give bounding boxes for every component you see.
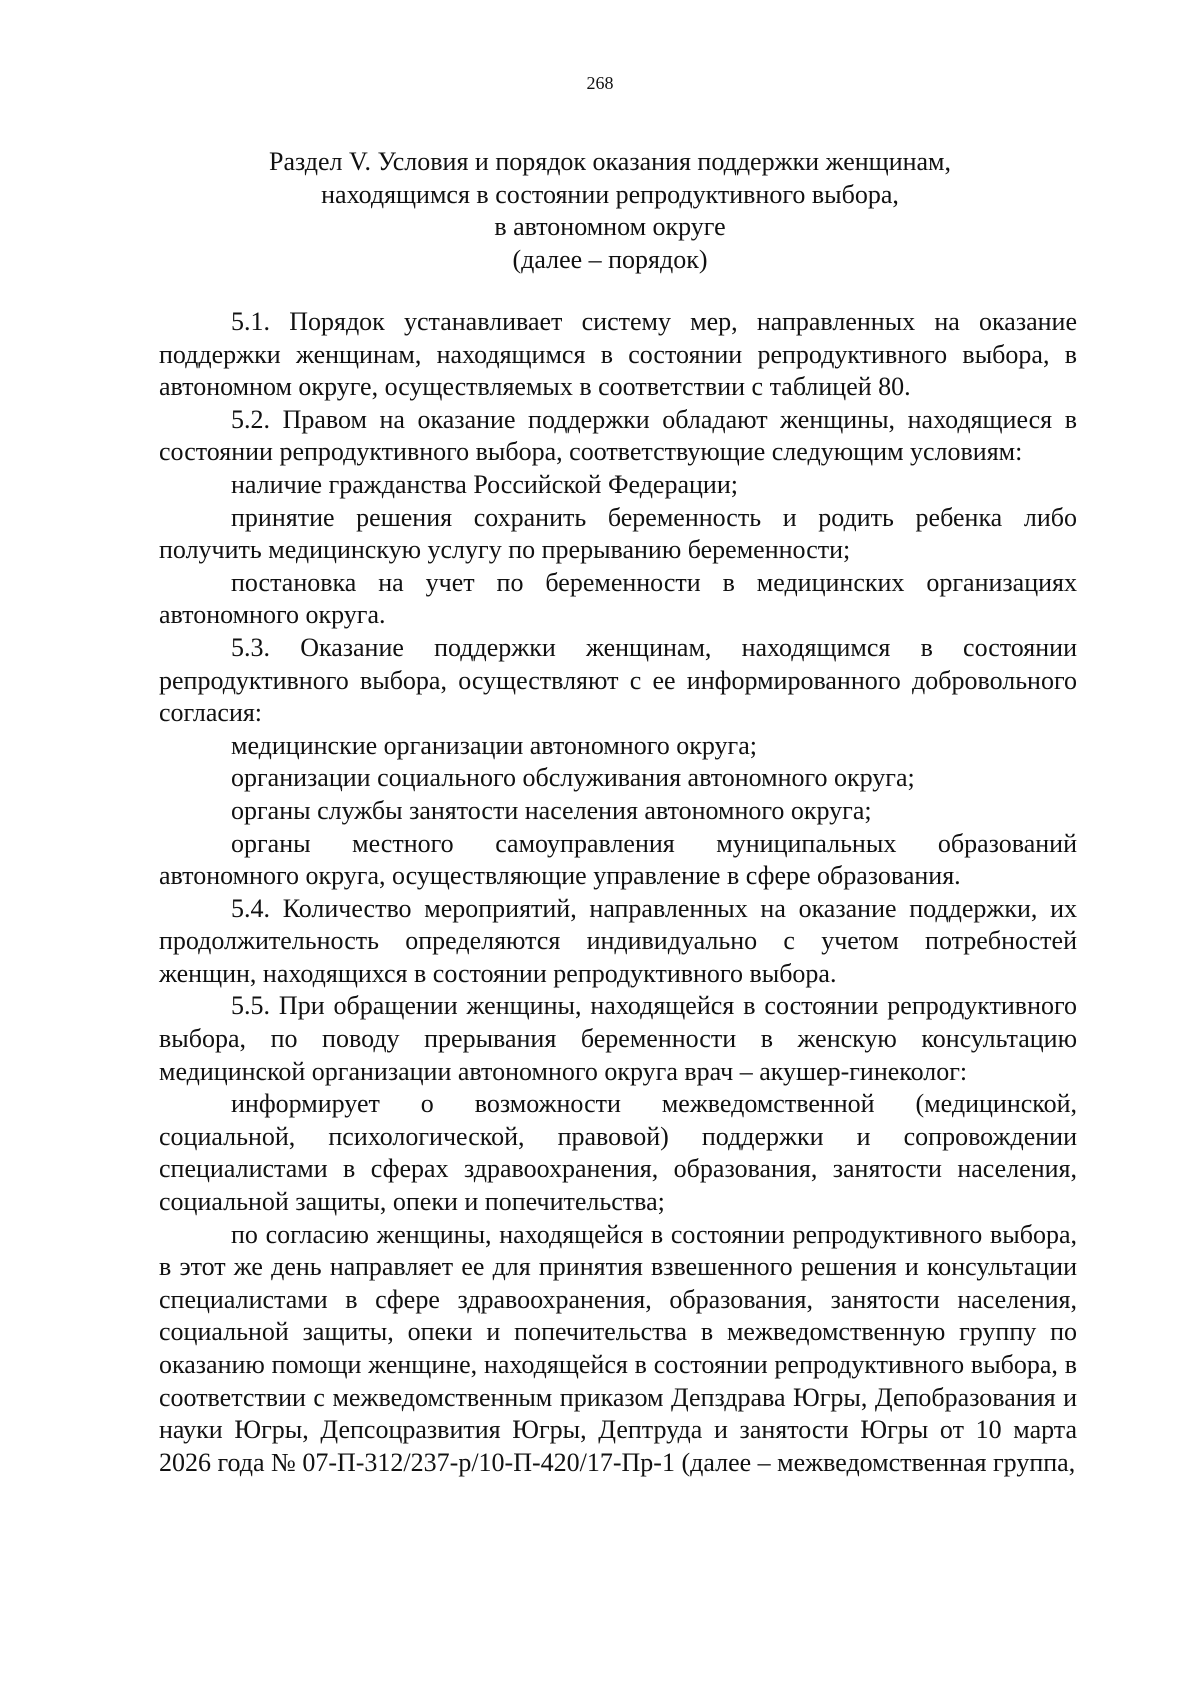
section-heading-line: в автономном округе [494, 212, 726, 241]
list-item: организации социального обслуживания автономного округа; [231, 763, 915, 793]
list-item: принятие решения сохранить беременность и родить ребенка либо получить медицинскую услугу по прерыванию беременности; [159, 502, 1077, 565]
list-item: органы службы занятости населения автономного округа; [231, 795, 872, 825]
section-heading-line: (далее – порядок) [512, 244, 708, 274]
section-heading [160, 146, 1060, 276]
paragraph-5-2: 5.2. Правом на оказание поддержки обладают женщины, находящиеся в состоянии репродуктивного выбора, соответствующие следующим условиям: [159, 404, 1077, 467]
paragraph-5-4: 5.4. Количество мероприятий, направленных на оказание поддержки, их продолжительность определяются индивидуально с учетом потребностей женщин, находящихся в состоянии репродуктивного выбора. [159, 893, 1077, 988]
list-item: наличие гражданства Российской Федерации; [231, 469, 738, 499]
paragraph-5-5: 5.5. При обращении женщины, находящейся в состоянии репродуктивного выбора, по поводу прерывания беременности в женскую консультацию медицинской организации автономного округа врач – акушер-гинеколог: [159, 991, 1077, 1086]
section-heading-line: Раздел V. Условия и порядок оказания поддержки женщинам, [268, 147, 952, 176]
list-item: информирует о возможности межведомственной (медицинской, социальной, психологической, правовой) поддержки и сопровождении специалистами в сферах здравоохранения, образования, занятости населения, социальной защиты, опеки и попечительства; [159, 1089, 1077, 1217]
section-heading-line: находящимся в состоянии репродуктивного выбора, [321, 179, 899, 209]
list-item: медицинские организации автономного округа; [231, 730, 757, 760]
paragraph-5-3: 5.3. Оказание поддержки женщинам, находящимся в состоянии репродуктивного выбора, осуществляют с ее информированного добровольного согласия: [159, 632, 1077, 728]
list-item: постановка на учет по беременности в медицинских организациях автономного округа. [159, 567, 1077, 630]
list-item: по согласию женщины, находящейся в состоянии репродуктивного выбора, в этот же день направляет ее для принятия взвешенного решения и консультации специалистами в сфере здравоохранения, образования, занятости населения, социальной защиты, опеки и попечительства в межведомственную группу по оказанию помощи женщине, находящейся в состоянии репродуктивного выбора, в соответствии с межведомственным приказом Депздрава Югры, Депобразования и науки Югры, Депсоцразвития Югры, Дептруда и занятости Югры от 10 марта 2026 года № 07-П-312/237-р/10-П-420/17-Пр-1 (далее – межведомственная группа, [159, 1219, 1077, 1477]
list-item: органы местного самоуправления муниципальных образований автономного округа, осуществляющие управление в сфере образования. [159, 828, 1077, 891]
page-number: 268 [586, 73, 614, 93]
paragraph-5-1: 5.1. Порядок устанавливает систему мер, направленных на оказание поддержки женщинам, находящимся в состоянии репродуктивного выбора, в автономном округе, осуществляемых в соответствии с таблицей 80. [159, 307, 1077, 402]
document-body [159, 306, 1077, 1479]
